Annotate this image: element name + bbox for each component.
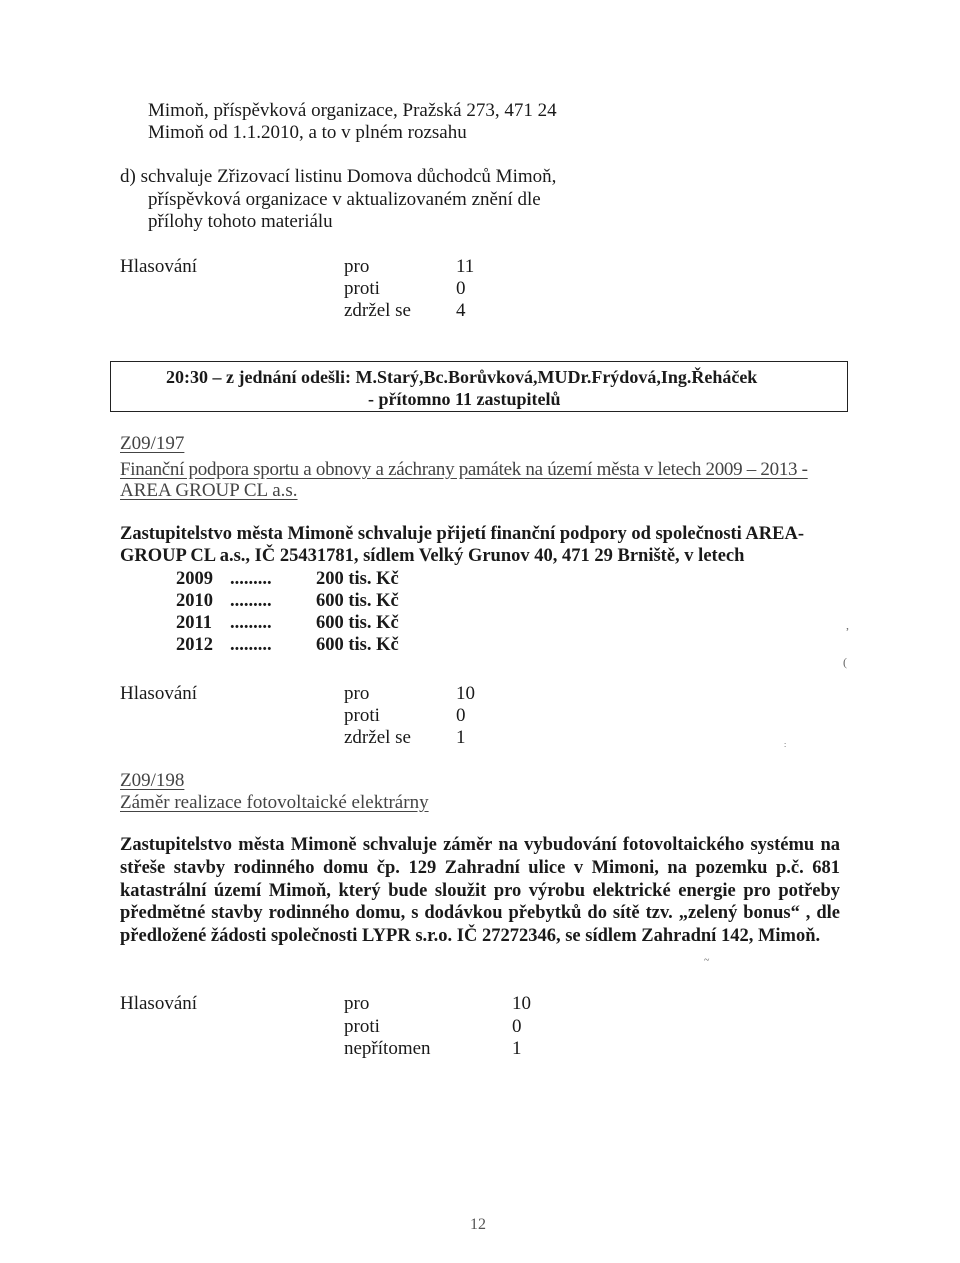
vote-2-proti-value: 0 xyxy=(456,705,466,726)
resolution-198-title: Záměr realizace fotovoltaické elektrárny xyxy=(120,792,429,813)
vote-2-pro-label: pro xyxy=(344,683,370,704)
funding-amount: 200 tis. Kč xyxy=(316,569,399,589)
vote-1-proti-label: proti xyxy=(344,278,380,299)
resolution-197-title-line-2: AREA GROUP CL a.s. xyxy=(120,480,298,501)
vote-1-zdrzel-value: 4 xyxy=(456,300,466,321)
funding-dots: ......... xyxy=(230,591,272,611)
resolution-197-body-line-2: GROUP CL a.s., IČ 25431781, sídlem Velký Grunov 40, 471 29 Brniště, v letech xyxy=(120,546,745,566)
vote-3-proti-label: proti xyxy=(344,1016,380,1037)
vote-2-pro-value: 10 xyxy=(456,683,475,704)
departure-notice-line-2: - přítomno 11 zastupitelů xyxy=(368,389,561,409)
item-d-line-2: příspěvková organizace v aktualizovaném znění dle xyxy=(148,189,541,210)
scan-speck: , xyxy=(846,618,849,632)
funding-amount: 600 tis. Kč xyxy=(316,591,399,611)
resolution-197-title-line-1: Finanční podpora sportu a obnovy a záchrany památek na území města v letech 2009 – 2013 - xyxy=(120,459,808,480)
funding-dots: ......... xyxy=(230,613,272,633)
funding-dots: ......... xyxy=(230,635,272,655)
vote-1-heading: Hlasování xyxy=(120,256,198,277)
funding-amount: 600 tis. Kč xyxy=(316,635,399,655)
scan-speck: ( xyxy=(843,655,847,669)
funding-year: 2011 xyxy=(176,613,212,633)
funding-year: 2012 xyxy=(176,635,213,655)
vote-2-zdrzel-label: zdržel se xyxy=(344,727,411,748)
vote-1-pro-value: 11 xyxy=(456,256,475,277)
departure-notice-line-1: 20:30 – z jednání odešli: M.Starý,Bc.Borůvková,MUDr.Frýdová,Ing.Řeháček xyxy=(166,367,758,387)
funding-dots: ......... xyxy=(230,569,272,589)
resolution-198-number: Z09/198 xyxy=(120,770,185,791)
vote-3-proti-value: 0 xyxy=(512,1016,522,1037)
resolution-197-body-line-1: Zastupitelstvo města Mimoně schvaluje přijetí finanční podpory od společnosti AREA- xyxy=(120,524,805,544)
vote-1-zdrzel-label: zdržel se xyxy=(344,300,411,321)
funding-amount: 600 tis. Kč xyxy=(316,613,399,633)
item-d-line-1: d) schvaluje Zřizovací listinu Domova důchodců Mimoň, xyxy=(120,166,557,187)
vote-3-nepritomen-value: 1 xyxy=(512,1038,522,1059)
scan-speck: ~ xyxy=(704,955,710,966)
item-d-line-3: přílohy tohoto materiálu xyxy=(148,211,333,232)
vote-2-zdrzel-value: 1 xyxy=(456,727,466,748)
intro-line-2: Mimoň od 1.1.2010, a to v plném rozsahu xyxy=(148,122,467,143)
funding-year: 2010 xyxy=(176,591,213,611)
intro-line-1: Mimoň, příspěvková organizace, Pražská 273, 471 24 xyxy=(148,100,557,121)
resolution-198-body: Zastupitelstvo města Mimoně schvaluje záměr na vybudování fotovoltaického systému na střeše stavby rodinného domu čp. 129 Zahradní ulice v Mimoni, na pozemku p.č. 681 katastrální území Mimoň, který bude sloužit pro výrobu elektrické energie pro potřeby předmětné stavby rodinného domu, s dodávkou přebytků do sítě tzv. „zelený bonus“ , dle předložené žádosti společnosti LYPR s.r.o. IČ 27272346, se sídlem Zahradní 142, Mimoň. xyxy=(120,835,840,947)
resolution-197-number: Z09/197 xyxy=(120,433,185,454)
vote-3-nepritomen-label: nepřítomen xyxy=(344,1038,431,1059)
funding-year: 2009 xyxy=(176,569,213,589)
vote-3-heading: Hlasování xyxy=(120,993,198,1014)
vote-3-pro-value: 10 xyxy=(512,993,531,1014)
vote-2-heading: Hlasování xyxy=(120,683,198,704)
vote-2-proti-label: proti xyxy=(344,705,380,726)
vote-1-pro-label: pro xyxy=(344,256,370,277)
page-number: 12 xyxy=(470,1216,486,1233)
scan-speck: : xyxy=(784,740,787,749)
vote-3-pro-label: pro xyxy=(344,993,370,1014)
vote-1-proti-value: 0 xyxy=(456,278,466,299)
